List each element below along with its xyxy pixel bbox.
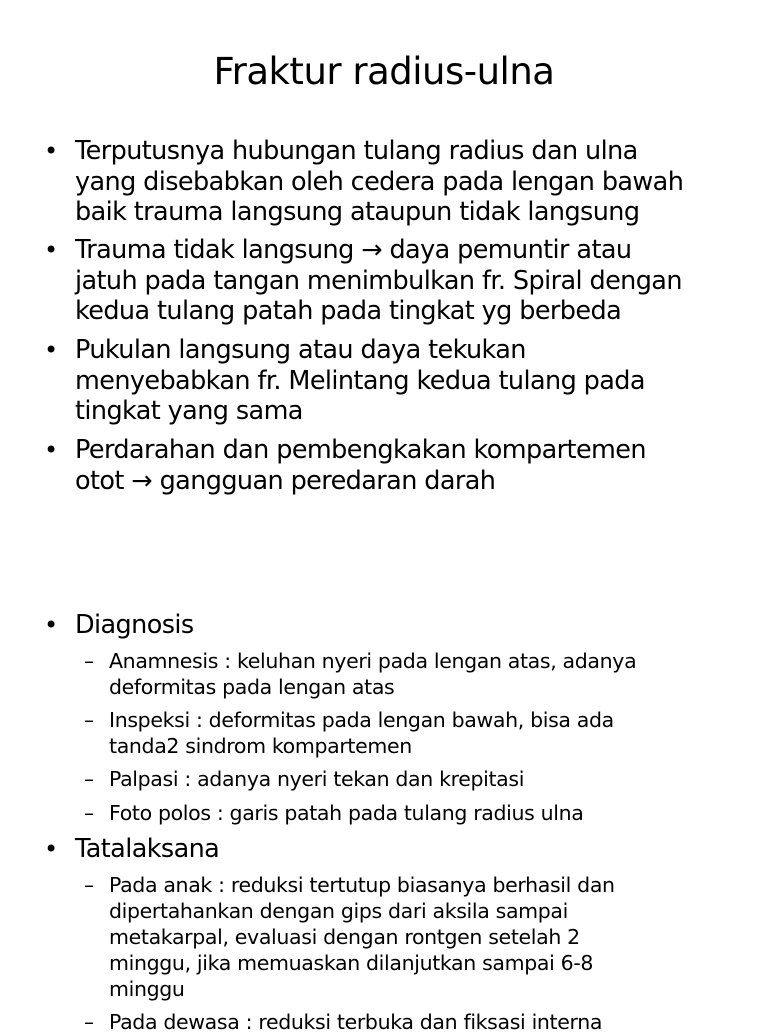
sub-line: Palpasi : adanya nyeri tekan dan krepitasi <box>109 767 525 791</box>
sub-text <box>109 707 759 759</box>
sub-line: metakarpal, evaluasi dengan rontgen setelah 2 <box>109 925 580 949</box>
sub-dash: – <box>84 873 94 897</box>
sub-text <box>109 1009 759 1035</box>
sub-dash: – <box>84 649 94 673</box>
bullet-dot: • <box>44 611 59 639</box>
sub-line: minggu <box>109 977 185 1001</box>
bullet-text <box>75 610 765 641</box>
bullet-dot: • <box>44 835 59 863</box>
sub-dash: – <box>84 1010 94 1034</box>
sub-dash: – <box>84 767 94 791</box>
bullet-line: Perdarahan dan pembengkakan kompartemen <box>75 435 646 465</box>
sub-line: minggu, jika memuaskan dilanjutkan sampai 6-8 <box>109 951 594 975</box>
sub-text <box>109 766 759 792</box>
bullet-dot: • <box>44 137 59 165</box>
sub-text <box>109 800 759 826</box>
bullet-text <box>75 235 765 327</box>
page-title: Fraktur radius-ulna <box>213 50 555 93</box>
bullet-text <box>75 136 765 228</box>
bullet-line: Trauma tidak langsung → daya pemuntir atau <box>75 235 632 265</box>
sub-line: deformitas pada lengan atas <box>109 675 395 699</box>
sub-line: Pada anak : reduksi tertutup biasanya berhasil dan <box>109 873 615 897</box>
bullet-dot: • <box>44 336 59 364</box>
sub-line: Anamnesis : keluhan nyeri pada lengan atas, adanya <box>109 649 637 673</box>
bullet-line: otot → gangguan peredaran darah <box>75 465 496 496</box>
sub-text <box>109 872 759 1002</box>
bullet-text <box>75 834 765 865</box>
bullet-line: Pukulan langsung atau daya tekukan <box>75 335 526 365</box>
bullet-line: jatuh pada tangan menimbulkan fr. Spiral dengan <box>75 265 682 296</box>
sub-line: Pada dewasa : reduksi terbuka dan fiksasi interna <box>109 1010 603 1034</box>
bullet-line: yang disebabkan oleh cedera pada lengan bawah <box>75 166 684 197</box>
bullet-text <box>75 335 765 427</box>
sub-line: dipertahankan dengan gips dari aksila sampai <box>109 899 568 923</box>
bullet-line: Tatalaksana <box>75 834 220 864</box>
bullet-dot: • <box>44 436 59 464</box>
sub-dash: – <box>84 708 94 732</box>
bullet-line: Diagnosis <box>75 610 194 640</box>
bullet-line: tingkat yang sama <box>75 396 303 426</box>
bullet-line: baik trauma langsung ataupun tidak langsung <box>75 197 640 227</box>
sub-dash: – <box>84 801 94 825</box>
bullet-line: kedua tulang patah pada tingkat yg berbeda <box>75 296 622 326</box>
sub-line: Foto polos : garis patah pada tulang radius ulna <box>109 801 584 825</box>
sub-line: tanda2 sindrom kompartemen <box>109 734 412 758</box>
bullet-dot: • <box>44 236 59 264</box>
bullet-text <box>75 435 765 496</box>
sub-line: Inspeksi : deformitas pada lengan bawah, bisa ada <box>109 708 614 732</box>
sub-text <box>109 648 759 700</box>
bullet-line: menyebabkan fr. Melintang kedua tulang pada <box>75 365 645 396</box>
bullet-line: Terputusnya hubungan tulang radius dan ulna <box>75 136 638 166</box>
